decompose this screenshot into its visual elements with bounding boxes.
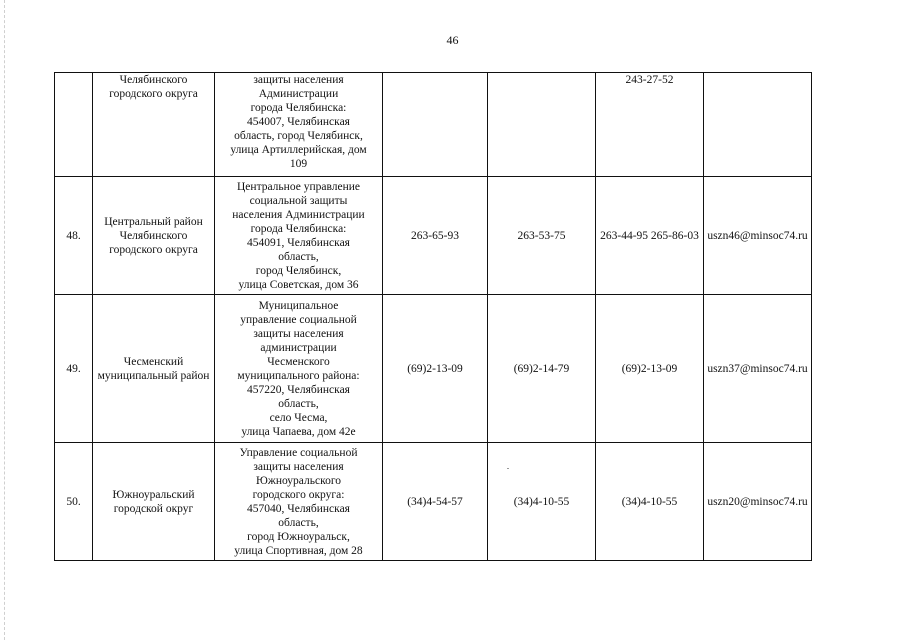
page-edge-line — [4, 0, 6, 640]
row-number: 49. — [55, 295, 93, 443]
phone-3: 263-44-95 265-86-03 — [596, 177, 704, 295]
table-row — [55, 73, 812, 177]
phone-1: 263-65-93 — [383, 177, 488, 295]
phone-2: 263-53-75 — [488, 177, 596, 295]
address: Управление социальной защиты населения Южноуральского городского округа: 457040, Челябинская область, город Южноуральск, улица Спортивная, дом 28 — [215, 443, 383, 561]
phone-2: (69)2-14-79 — [488, 295, 596, 443]
page-number: 46 — [446, 33, 459, 47]
phone-3: (34)4-10-55 — [596, 443, 704, 561]
district-name: Центральный район Челябинского городского округа — [93, 177, 215, 295]
district-name: Чесменский муниципальный район — [93, 295, 215, 443]
table-row — [55, 177, 812, 295]
phone-2 — [488, 73, 596, 177]
scan-speck — [507, 468, 509, 469]
social-protection-table — [54, 72, 812, 561]
district-name: Южноуральский городской округ — [93, 443, 215, 561]
email — [704, 73, 812, 177]
table-row — [55, 295, 812, 443]
address: Муниципальное управление социальной защиты населения администрации Чесменского муниципального района: 457220, Челябинская область, село Чесма, улица Чапаева, дом 42е — [215, 295, 383, 443]
phone-1: (69)2-13-09 — [383, 295, 488, 443]
phone-1 — [383, 73, 488, 177]
address: защиты населения Администрации города Челябинска: 454007, Челябинская область, город Челябинск, улица Артиллерийская, дом 109 — [215, 73, 383, 177]
email: uszn37@minsoc74.ru — [704, 295, 812, 443]
email: uszn20@minsoc74.ru — [704, 443, 812, 561]
phone-3: 243-27-52 — [596, 73, 704, 177]
row-number: 50. — [55, 443, 93, 561]
row-number: 48. — [55, 177, 93, 295]
email: uszn46@minsoc74.ru — [704, 177, 812, 295]
table-row — [55, 443, 812, 561]
phone-3: (69)2-13-09 — [596, 295, 704, 443]
address: Центральное управление социальной защиты населения Администрации города Челябинска: 454091, Челябинская область, город Челябинск, улица Советская, дом 36 — [215, 177, 383, 295]
phone-2: (34)4-10-55 — [488, 443, 596, 561]
phone-1: (34)4-54-57 — [383, 443, 488, 561]
district-name: Челябинского городского округа — [93, 73, 215, 177]
row-number — [55, 73, 93, 177]
